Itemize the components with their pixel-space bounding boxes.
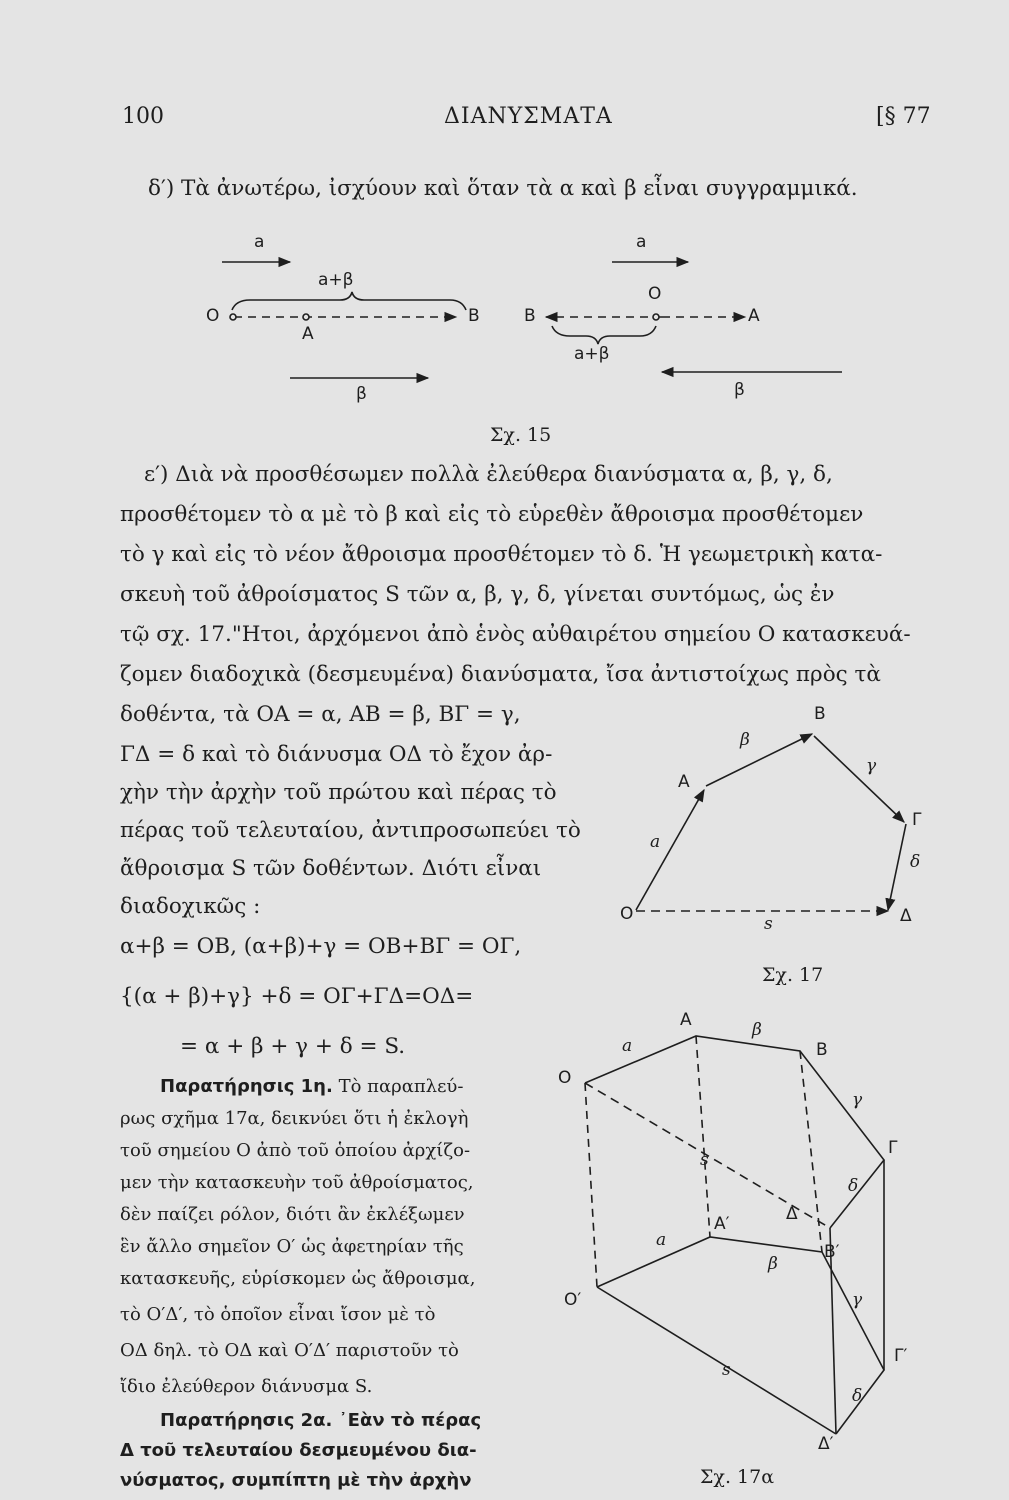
remark1-first-text: Τὸ παραπλεύ- [338, 1076, 464, 1097]
paragraph-e-line-11: ἄθροισμα S τῶν δοθέντων. Διότι εἶναι [120, 856, 542, 881]
fig15-right-label-B: B [524, 306, 536, 326]
fig17a-label-a-top: a [622, 1036, 633, 1056]
fig17a-label-g-top: γ [852, 1090, 863, 1110]
fig17-label-a: a [650, 832, 661, 852]
fig17a-label-B2: B′ [824, 1242, 840, 1262]
remark1-line-8: τὸ O′Δ′, τὸ ὁποῖον εἶναι ἴσον μὲ τὸ [120, 1304, 436, 1325]
paragraph-e-line-1: ε′) Διὰ νὰ προσθέσωμεν πολλὰ ἐλεύθερα διανύσματα α, β, γ, δ, [144, 462, 833, 487]
remark2-line-3: νύσματος, συμπίπτη μὲ τὴν ἀρχὴν [120, 1470, 472, 1491]
fig17-label-g: γ [866, 756, 877, 776]
remark1-line-4: μεν τὴν κατασκευὴν τοῦ ἀθροίσματος, [120, 1172, 474, 1193]
paragraph-e-line-10: πέρας τοῦ τελευταίου, ἀντιπροσωπεύει τὸ [120, 818, 581, 843]
paragraph-e-line-9: χὴν τὴν ἀρχὴν τοῦ πρώτου καὶ πέρας τὸ [120, 780, 557, 805]
fig17-gd-arrow [888, 824, 906, 910]
fig15-caption: Σχ. 15 [490, 424, 552, 446]
remark1-line-7: κατασκευῆς, εὑρίσκομεν ὡς ἄθροισμα, [120, 1268, 476, 1289]
fig17-label-A: A [678, 772, 690, 792]
page-number: 100 [122, 104, 164, 129]
fig17a-label-G: Γ [888, 1138, 898, 1158]
fig17-caption: Σχ. 17 [762, 964, 824, 986]
remark1-line-3: τοῦ σημείου O ἀπὸ τοῦ ὁποίου ἀρχίζο- [120, 1140, 471, 1161]
remark2-line-2: Δ τοῦ τελευταίου δεσμευμένου δια- [120, 1440, 477, 1461]
fig17-label-s: s [764, 914, 773, 934]
remark1-title: Παρατήρησις 1η. [160, 1076, 333, 1097]
remark2-first-text: ᾿Εὰν τὸ πέρας [338, 1410, 482, 1431]
fig15-right-label-apb: a+β [574, 344, 610, 364]
paragraph-e-line-3: τὸ γ καὶ εἰς τὸ νέον ἄθροισμα προσθέτομεν τὸ δ. Ἡ γεωμετρικὴ κατα- [120, 542, 883, 567]
remark1-line-10: ἴδιο ἐλεύθερον διάνυσμα S. [120, 1376, 373, 1397]
paragraph-d: δ′) Τὰ ἀνωτέρω, ἰσχύουν καὶ ὅταν τὰ α καὶ β εἶναι συγγραμμικά. [148, 176, 858, 201]
fig17a-label-A2: A′ [714, 1214, 730, 1234]
section-marker: [§ 77 [876, 104, 931, 129]
fig17a-label-D: Δ [786, 1204, 798, 1224]
paragraph-e-line-6: ζομεν διαδοχικὰ (δεσμευμένα) διανύσματα, ἴσα ἀντιστοίχως πρὸς τὰ [120, 662, 881, 687]
equation-3: = α + β + γ + δ = S. [180, 1034, 406, 1059]
remark1-line-2: ρως σχῆμα 17α, δεικνύει ὅτι ἡ ἐκλογὴ [120, 1108, 469, 1129]
paragraph-e-line-12: διαδοχικῶς : [120, 894, 261, 919]
fig15-right-label-A: A [748, 306, 760, 326]
fig17a-label-D2: Δ′ [818, 1434, 834, 1454]
fig15-left-label-apb: a+β [318, 270, 354, 290]
fig15-left-label-B: B [468, 306, 480, 326]
fig17a-label-s-bottom: s [722, 1360, 731, 1380]
fig15-left-label-O: O [206, 306, 220, 326]
fig15-right-brace [552, 326, 656, 344]
fig15-left-label-a: a [254, 232, 265, 252]
fig17-label-G: Γ [912, 810, 922, 830]
remark1-line-9: OΔ δηλ. τὸ OΔ καὶ O′Δ′ παριστοῦν τὸ [120, 1340, 459, 1361]
paragraph-e-line-2: προσθέτομεν τὸ α μὲ τὸ β καὶ εἰς τὸ εὑρεθὲν ἄθροισμα προσθέτομεν [120, 502, 864, 527]
fig17a-label-A: A [680, 1010, 692, 1030]
fig17-label-b: β [740, 730, 750, 750]
paragraph-e-line-4: σκευὴ τοῦ ἀθροίσματος S τῶν α, β, γ, δ, γίνεται συντόμως, ὡς ἐν [120, 582, 835, 607]
fig15-right-label-b: β [734, 380, 745, 400]
fig15-left-label-b: β [356, 384, 367, 404]
equation-2: {(α + β)+γ} +δ = OΓ+ΓΔ=OΔ= [120, 984, 474, 1009]
fig17a-caption: Σχ. 17α [700, 1466, 775, 1488]
fig15-left-brace [232, 292, 466, 310]
remark1-line-6: ἓν ἄλλο σημεῖον O′ ὡς ἀφετηρίαν τῆς [120, 1236, 464, 1257]
fig17a-label-d-top: δ [848, 1176, 859, 1196]
fig17a-label-G2: Γ′ [894, 1346, 908, 1366]
fig15-right-label-a: a [636, 232, 647, 252]
paragraph-e-line-8: ΓΔ = δ καὶ τὸ διάνυσμα OΔ τὸ ἔχον ἀρ- [120, 742, 553, 767]
fig17-oa-arrow [636, 790, 704, 910]
fig17a-label-O: O [558, 1068, 572, 1088]
fig17a-top-path [585, 1036, 884, 1228]
fig17-ab-arrow [706, 734, 812, 786]
fig17-bg-arrow [814, 736, 904, 822]
fig17-label-D: Δ [900, 906, 912, 926]
equation-1: α+β = OB, (α+β)+γ = OB+BΓ = OΓ, [120, 934, 522, 959]
remark1-line-5: δὲν παίζει ρόλον, διότι ἂν ἐκλέξωμεν [120, 1204, 465, 1225]
fig17a-label-s-top: s [700, 1150, 709, 1170]
fig17a-label-O2: O′ [564, 1290, 582, 1310]
fig17a-label-d-bottom: δ [852, 1386, 863, 1406]
fig17a-label-b-top: β [752, 1020, 762, 1040]
remark1-line-1 [160, 1076, 463, 1097]
fig15-right-label-O: O [648, 284, 662, 304]
fig17-label-O: O [620, 904, 634, 924]
fig17a-label-B: B [816, 1040, 828, 1060]
fig17a-bottom-diagonal [597, 1287, 836, 1434]
remark2-line-1 [160, 1410, 481, 1431]
fig17-label-d: δ [910, 852, 921, 872]
fig17a-label-b-bottom: β [768, 1254, 778, 1274]
running-title: ΔΙΑΝΥΣΜΑΤΑ [444, 104, 613, 129]
fig17-label-B: B [814, 704, 826, 724]
remark2-title: Παρατήρησις 2α. [160, 1410, 333, 1431]
paragraph-e-line-7: δοθέντα, τὰ OA = α, AB = β, BΓ = γ, [120, 702, 521, 727]
fig17a-bottom-path [597, 1237, 884, 1434]
fig15-left-label-A: A [302, 324, 314, 344]
fig17a-label-a-bottom: a [656, 1230, 667, 1250]
fig17a-label-g-bottom: γ [852, 1290, 863, 1310]
paragraph-e-line-5: τῷ σχ. 17."Ητοι, ἀρχόμενοι ἀπὸ ἑνὸς αὐθαιρέτου σημείου O κατασκευά- [120, 622, 911, 647]
